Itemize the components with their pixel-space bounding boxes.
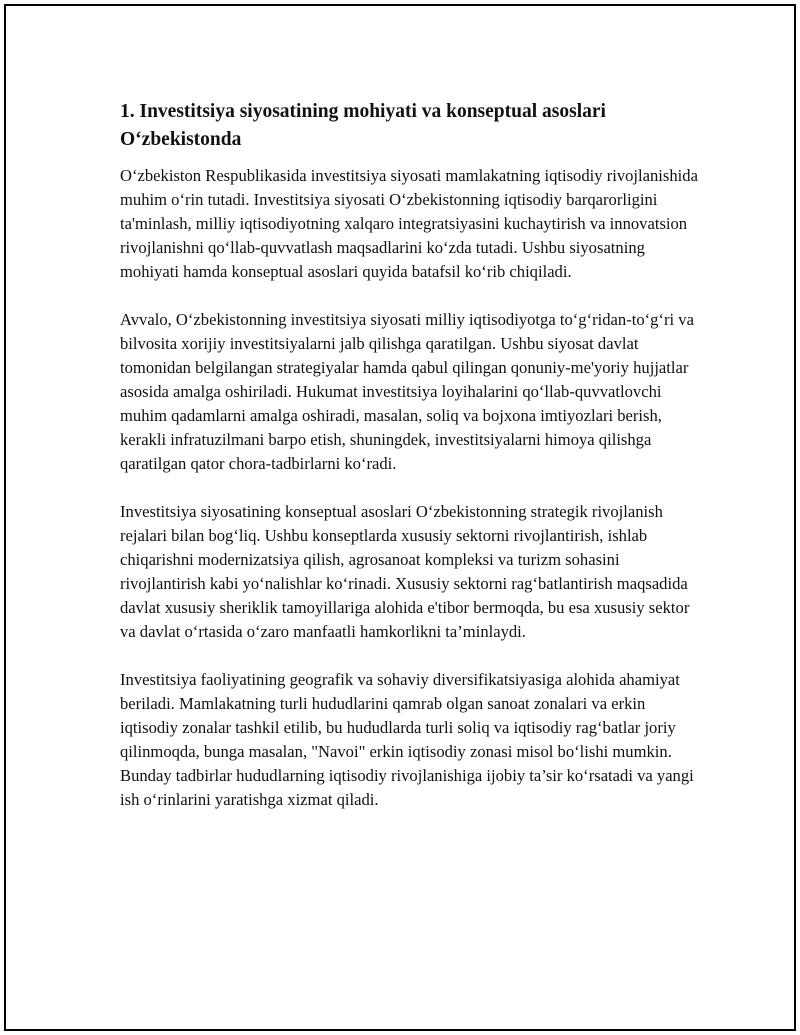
paragraph-3: Investitsiya siyosatining konseptual asoslari O‘zbekistonning strategik rivojlanish rejalari bilan bog‘liq. Ushbu konseptlarda xususiy sektorni rivojlantirish, ishlab chiqarishni modernizatsiya qilish, agrosanoat kompleksi va turizm sohasini rivojlantirish kabi yo‘nalishlar ko‘rinadi. Xususiy sektorni rag‘batlantirish maqsadida davlat xususiy sheriklik tamoyillariga alohida e'tibor bermoqda, bu esa xususiy sektor va davlat o‘rtasida o‘zaro manfaatli hamkorlikni ta’minlaydi. <box>120 502 690 641</box>
paragraph-2: Avvalo, O‘zbekistonning investitsiya siyosati milliy iqtisodiyotga to‘g‘ridan-to‘g‘ri va bilvosita xorijiy investitsiyalarni jalb qilishga qaratilgan. Ushbu siyosat davlat tomonidan belgilangan strategiyalar hamda qabul qilingan qonuniy-me'yoriy hujjatlar asosida amalga oshiriladi. Hukumat investitsiya loyihalarini qo‘llab-quvvatlovchi muhim qadamlarni amalga oshiradi, masalan, soliq va bojxona imtiyozlari berish, kerakli infratuzilmani barpo etish, shuningdek, investitsiyalarni himoya qilishga qaratilgan qator chora-tadbirlarni ko‘radi. <box>120 310 694 473</box>
paragraph-4: Investitsiya faoliyatining geografik va sohaviy diversifikatsiyasiga alohida ahamiyat beriladi. Mamlakatning turli hududlarini qamrab olgan sanoat zonalari va erkin iqtisodiy zonalar tashkil etilib, bu hududlarda turli soliq va iqtisodiy rag‘batlar joriy qilinmoqda, bunga masalan, "Navoi" erkin iqtisodiy zonasi misol bo‘lishi mumkin. Bunday tadbirlar hududlarning iqtisodiy rivojlanishiga ijobiy ta’sir ko‘rsatadi va yangi ish o‘rinlarini yaratishga xizmat qiladi. <box>120 670 694 809</box>
document-body <box>120 98 700 836</box>
paragraph-1: O‘zbekiston Respublikasida investitsiya siyosati mamlakatning iqtisodiy rivojlanishida muhim o‘rin tutadi. Investitsiya siyosati O‘zbekistonning iqtisodiy barqarorligini ta'minlash, milliy iqtisodiyotning xalqaro integratsiyasini kuchaytirish va innovatsion rivojlanishni qo‘llab-quvvatlash maqsadlarini ko‘zda tutadi. Ushbu siyosatning mohiyati hamda konseptual asoslari quyida batafsil ko‘rib chiqiladi. <box>120 166 698 281</box>
document-page <box>4 4 796 1031</box>
section-heading: 1. Investitsiya siyosatining mohiyati va konseptual asoslari O‘zbekistonda <box>120 101 606 150</box>
